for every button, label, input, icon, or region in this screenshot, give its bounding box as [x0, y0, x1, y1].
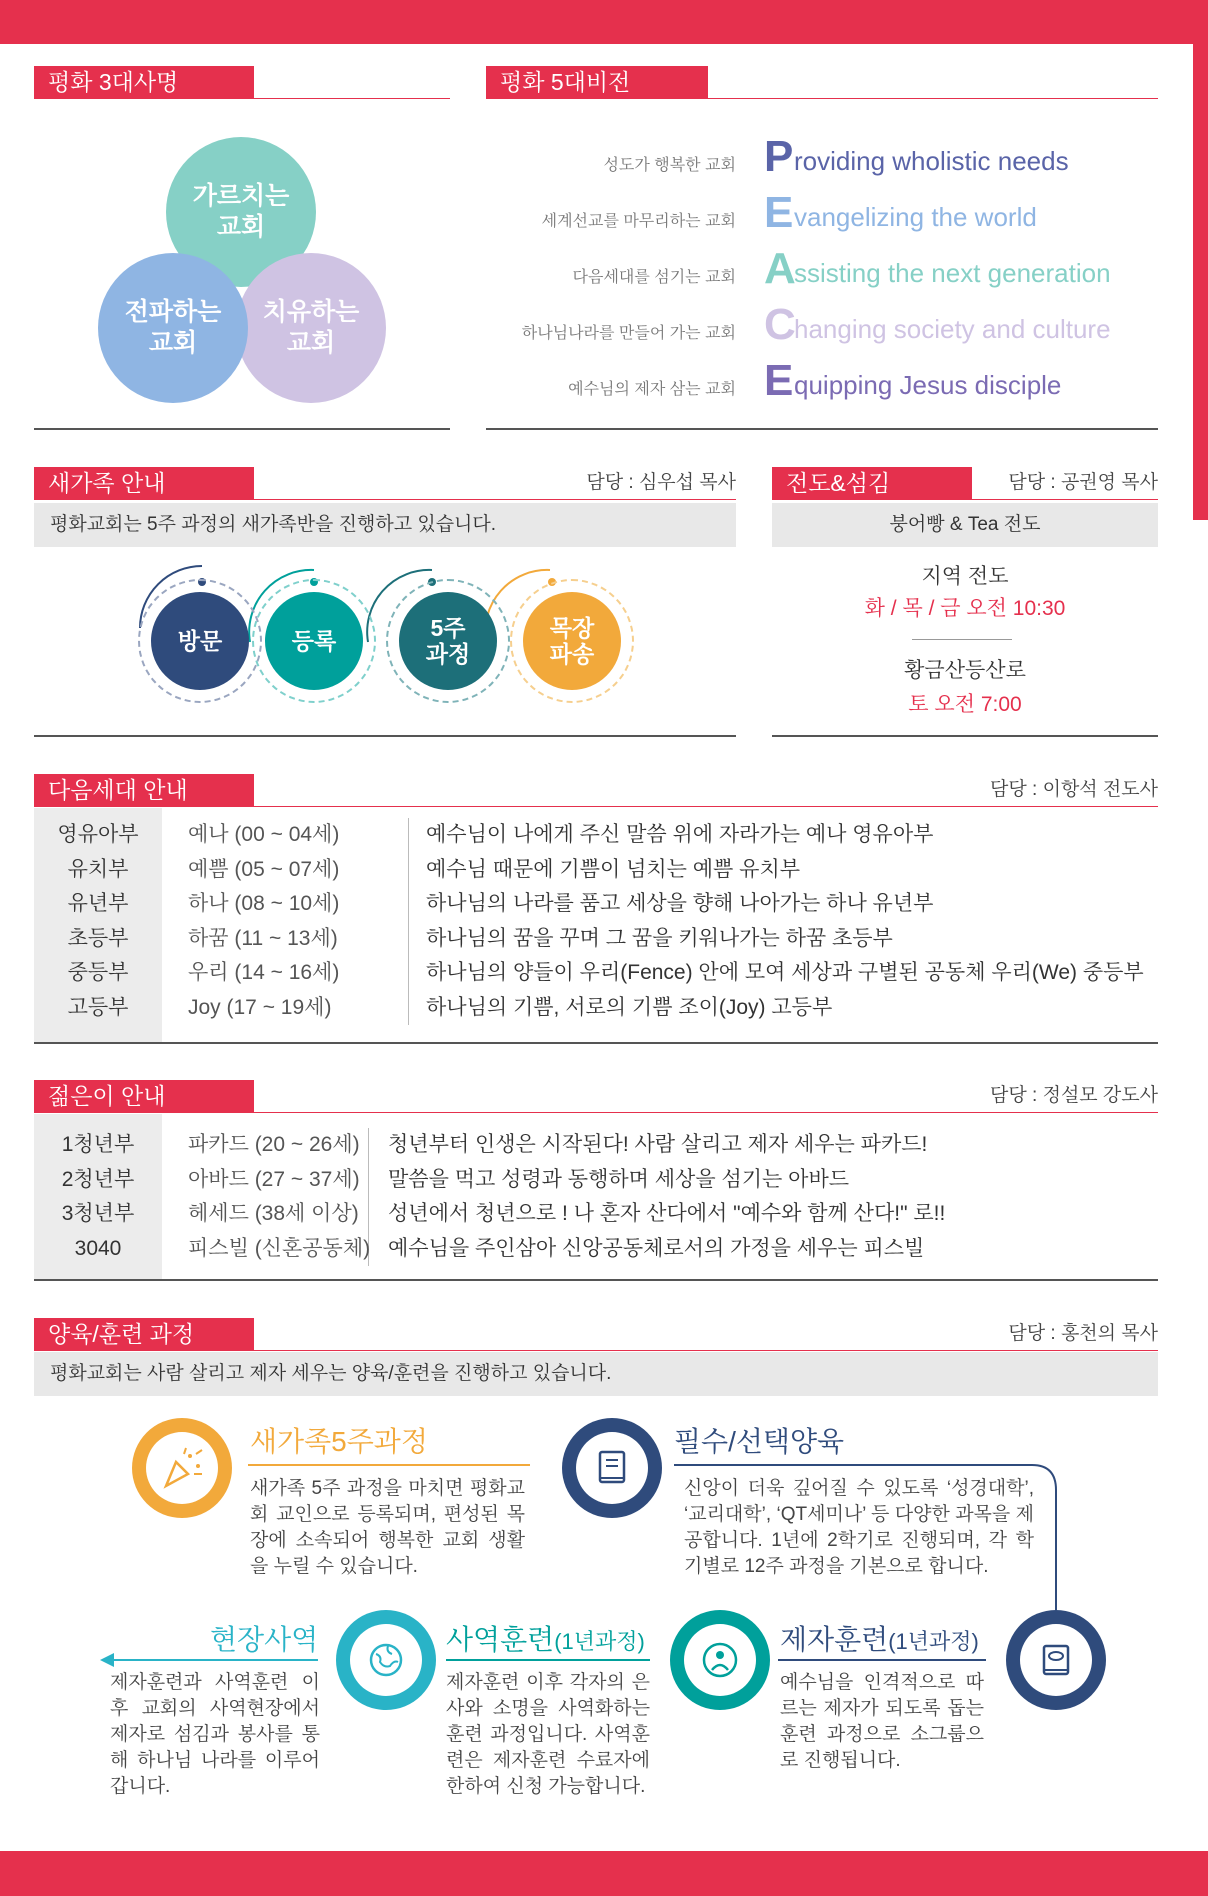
side-accent-bar: [1193, 44, 1208, 520]
table-cell-desc: 하나님의 기쁨, 서로의 기쁨 조이(Joy) 고등부: [426, 995, 833, 1019]
table-cell-desc: 청년부터 인생은 시작된다! 사람 살리고 제자 세우는 파카드!: [388, 1133, 928, 1156]
hiking-trail-time: 토 오전 7:00: [908, 693, 1022, 716]
vision-phrase: roviding wholistic needs: [794, 146, 1069, 176]
table-row: [34, 887, 1158, 921]
table-row: [34, 956, 1158, 990]
table-cell-group: 아바드 (27 ~ 37세): [188, 1167, 360, 1191]
vision-row: [486, 246, 1166, 294]
bottom-accent-bar: [0, 1851, 1208, 1896]
mission-circle-preaching-label: 전파하는 교회: [124, 298, 222, 357]
step-register-label: 등록: [291, 628, 337, 654]
field-ministry-body: 제자훈련과 사역훈련 이후 교회의 사역현장에서 제자로 섬김과 봉사를 통해 하나님 나라를 이루어 갑니다.: [110, 1672, 320, 1797]
table-cell-group: 헤세드 (38세 이상): [188, 1202, 359, 1225]
table-cell-dept: 3040: [74, 1236, 122, 1260]
vision-korean-label: 다음세대를 섬기는 교회: [572, 269, 736, 286]
training-manager: 담당 : 홍천의 목사: [1008, 1323, 1158, 1344]
vision-letter: C: [764, 300, 796, 349]
field-ministry-title: 현장사역: [210, 1624, 319, 1655]
table-cell-group: 우리 (14 ~ 16세): [188, 961, 340, 984]
local-evangelism-label: 지역 전도: [921, 565, 1009, 588]
globe-icon: [336, 1610, 436, 1710]
newcomer-description: 평화교회는 5주 과정의 새가족반을 진행하고 있습니다.: [34, 503, 736, 547]
table-row: [34, 818, 1158, 852]
table-cell-group: 예나 (00 ~ 04세): [188, 823, 340, 846]
vision-korean-label: 성도가 행복한 교회: [603, 157, 736, 174]
table-row: [34, 1163, 1158, 1197]
vision-korean-label: 세계선교를 마무리하는 교회: [541, 213, 736, 230]
step-course: [399, 592, 497, 690]
ministry-training-body: 제자훈련 이후 각자의 은사와 소명을 사역화하는 훈련 과정입니다. 사역훈련은 제자훈련 수료자에 한하여 신청 가능합니다.: [446, 1672, 650, 1797]
evangelism-header: [772, 467, 1158, 500]
table-cell-dept: 유년부: [67, 892, 129, 915]
table-cell-group: 피스빌 (신혼공동체): [188, 1236, 371, 1260]
vision-bottom-rule: [486, 428, 1158, 430]
training-title: 양육/훈련 과정: [34, 1318, 254, 1351]
disciple-training-duration: (1년과정): [888, 1629, 979, 1654]
vision-row: [486, 134, 1166, 182]
newcomer-manager: 담당 : 심우섭 목사: [586, 472, 736, 493]
mission-circle-preaching: [98, 253, 248, 403]
vision-row: [486, 358, 1166, 406]
ministry-training-name: 사역훈련: [446, 1624, 555, 1655]
vision-phrase: hanging society and culture: [794, 314, 1111, 344]
vision-korean-label: 예수님의 제자 삼는 교회: [568, 381, 736, 398]
mission-circle-healing-label: 치유하는 교회: [262, 298, 360, 357]
table-cell-dept: 2청년부: [61, 1167, 135, 1191]
table-cell-dept: 3청년부: [61, 1202, 135, 1225]
table-cell-dept: 고등부: [67, 995, 129, 1019]
disciple-training-body: 예수님을 인격적으로 따르는 제자가 되도록 돕는 훈련 과정으로 소그룹으로 진행됩니다.: [780, 1672, 984, 1771]
mission-bottom-rule: [34, 428, 450, 430]
table-cell-group: 하꿈 (11 ~ 13세): [188, 926, 338, 950]
youth-manager: 담당 : 정설모 강도사: [990, 1085, 1158, 1106]
disciple-training-name: 제자훈련: [780, 1624, 889, 1655]
newcomer-bottom-rule: [34, 735, 736, 737]
required-course-title: 필수/선택양육: [674, 1426, 845, 1457]
table-cell-desc: 하나님의 나라를 품고 세상을 향해 나아가는 하나 유년부: [426, 892, 934, 915]
table-row: [34, 991, 1158, 1025]
mission-title: 평화 3대사명: [34, 66, 254, 99]
youth-title: 젊은이 안내: [34, 1080, 254, 1113]
vision-title: 평화 5대비전: [486, 66, 708, 99]
newfamily-course-body: 새가족 5주 과정을 마치면 평화교회 교인으로 등록되며, 편성된 목장에 소속되어 행복한 교회 생활을 누릴 수 있습니다.: [250, 1478, 525, 1577]
vision-korean-label: 하나님나라를 만들어 가는 교회: [521, 325, 736, 342]
people-group-icon: [670, 1610, 770, 1710]
top-accent-bar: [0, 0, 1208, 44]
vision-phrase: ssisting the next generation: [794, 258, 1111, 288]
training-description: 평화교회는 사람 살리고 제자 세우는 양육/훈련을 진행하고 있습니다.: [34, 1352, 1158, 1396]
table-cell-desc: 하나님의 양들이 우리(Fence) 안에 모여 세상과 구별된 공동체 우리(We) 중등부: [426, 961, 1144, 984]
step-register: [265, 592, 363, 690]
vision-row: [486, 302, 1166, 350]
step-course-label: 5주 과정: [425, 615, 471, 667]
table-cell-group: 파카드 (20 ~ 26세): [188, 1133, 360, 1156]
nextgen-table: [34, 808, 1158, 1043]
table-cell-desc: 예수님이 나에게 주신 말씀 위에 자라가는 예나 영유아부: [426, 823, 934, 846]
party-popper-icon: [132, 1418, 232, 1518]
nextgen-manager: 담당 : 이항석 전도사: [990, 779, 1158, 800]
vision-letter: E: [764, 356, 794, 405]
evangelism-manager: 담당 : 공권영 목사: [1008, 472, 1158, 493]
newcomer-title: 새가족 안내: [34, 467, 254, 500]
newfamily-course-title: 새가족5주과정: [250, 1426, 428, 1457]
table-cell-group: 하나 (08 ~ 10세): [188, 892, 340, 915]
table-row: [34, 1232, 1158, 1266]
step-dispatch-label: 목장 파송: [549, 615, 595, 667]
book-icon: [562, 1418, 662, 1518]
mission-circle-healing: [236, 253, 386, 403]
table-cell-desc: 예수님을 주인삼아 신앙공동체로서의 가정을 세우는 피스빌: [388, 1236, 925, 1260]
table-cell-dept: 유치부: [67, 857, 129, 881]
ministry-training-duration: (1년과정): [554, 1629, 645, 1654]
vision-phrase: quipping Jesus disciple: [794, 370, 1062, 400]
vision-row: [486, 190, 1166, 238]
evangelism-subtitle: 붕어빵 & Tea 전도: [772, 503, 1158, 547]
table-row: [34, 922, 1158, 956]
table-row: [34, 853, 1158, 887]
table-cell-group: 예쁨 (05 ~ 07세): [188, 857, 340, 881]
youth-bottom-rule: [34, 1279, 1158, 1281]
table-cell-dept: 영유아부: [57, 823, 139, 846]
youth-header: [34, 1080, 1158, 1113]
vision-phrase: vangelizing the world: [794, 202, 1037, 232]
table-cell-dept: 중등부: [67, 961, 129, 984]
table-row: [34, 1197, 1158, 1231]
table-cell-group: Joy (17 ~ 19세): [188, 995, 332, 1019]
vision-letter: E: [764, 188, 794, 237]
evangelism-divider: [912, 639, 1012, 640]
nextgen-bottom-rule: [34, 1042, 1158, 1044]
disciple-training-title: [780, 1622, 979, 1660]
step-visit: [151, 592, 249, 690]
table-row: [34, 1128, 1158, 1162]
nextgen-header: [34, 774, 1158, 807]
vision-letter: P: [764, 132, 794, 181]
table-cell-desc: 예수님 때문에 기쁨이 넘치는 예쁨 유치부: [426, 857, 801, 881]
table-cell-dept: 1청년부: [61, 1133, 135, 1156]
bible-icon: [1006, 1610, 1106, 1710]
step-dispatch: [523, 592, 621, 690]
ministry-training-title: [446, 1622, 645, 1660]
step-visit-label: 방문: [177, 628, 223, 654]
evangelism-title: 전도&섬김: [772, 467, 972, 500]
vision-header: [486, 66, 1158, 99]
table-cell-desc: 성년에서 청년으로 ! 나 혼자 산다에서 "예수와 함께 산다!" 로!!: [388, 1202, 946, 1225]
table-cell-dept: 초등부: [67, 926, 129, 950]
local-evangelism-time: 화 / 목 / 금 오전 10:30: [864, 597, 1066, 620]
evangelism-bottom-rule: [772, 735, 1158, 737]
required-course-body: 신앙이 더욱 깊어질 수 있도록 ‘성경대학’, ‘교리대학’, ‘QT세미나’ 등 다양한 과목을 제공합니다. 1년에 2학기로 진행되며, 각 학기별로 12주 과정을 기본으로 합니다.: [684, 1478, 1034, 1577]
youth-table: [34, 1114, 1158, 1279]
nextgen-title: 다음세대 안내: [34, 774, 254, 807]
newcomer-header: [34, 467, 736, 500]
mission-header: [34, 66, 450, 99]
mission-circle-teaching-label: 가르치는 교회: [192, 182, 290, 241]
vision-letter: A: [764, 244, 796, 293]
table-cell-desc: 말씀을 먹고 성령과 동행하며 세상을 섬기는 아바드: [388, 1167, 850, 1191]
table-cell-desc: 하나님의 꿈을 꾸며 그 꿈을 키워나가는 하꿈 초등부: [426, 926, 893, 950]
training-header: [34, 1318, 1158, 1351]
hiking-trail-label: 황금산등산로: [904, 659, 1026, 682]
